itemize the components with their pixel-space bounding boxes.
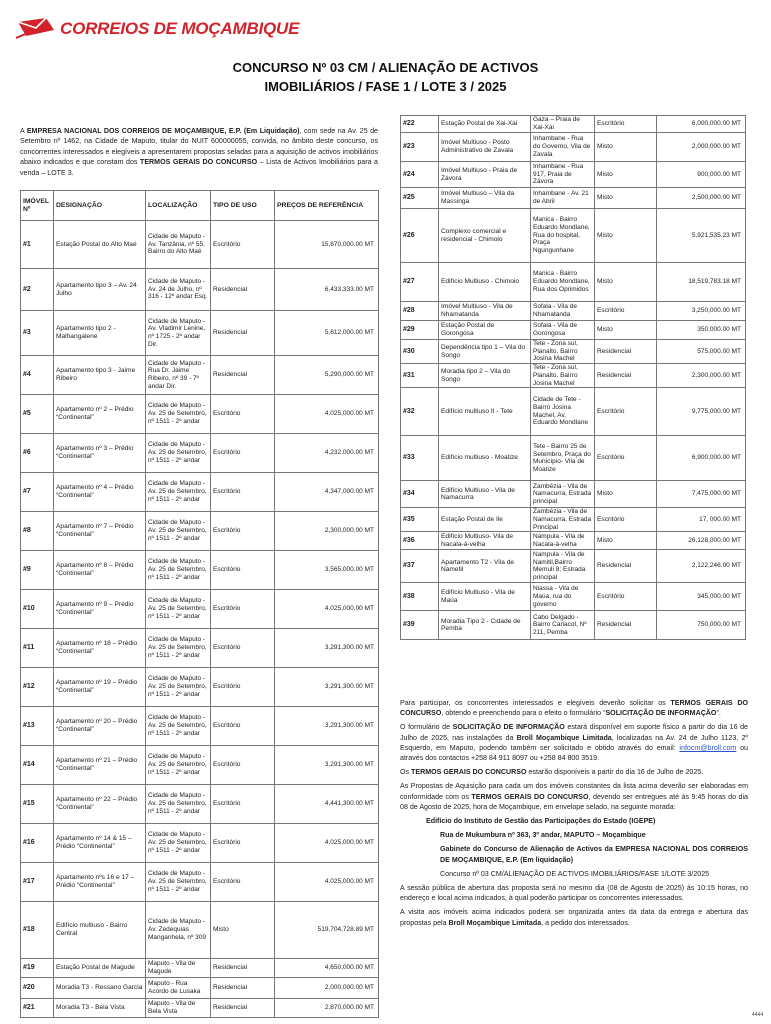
asset-designation: Edifício multiuso - Moatize xyxy=(439,436,531,481)
asset-designation: Apartamento nº 4 – Prédio “Continental” xyxy=(54,473,146,512)
asset-price: 4,441,300.00 MT xyxy=(275,785,379,824)
table-row xyxy=(21,629,379,668)
asset-use-type: Escritório xyxy=(595,116,657,133)
table-row xyxy=(21,269,379,311)
asset-price: 26,128,000.00 MT xyxy=(657,532,746,550)
table-row xyxy=(21,978,379,999)
asset-location: Cidade de Maputo - Rua Dr. Jaime Ribeiro, nº 39 - 7º andar Dir. xyxy=(146,356,211,395)
asset-use-type: Escritório xyxy=(211,785,275,824)
asset-use-type: Escritório xyxy=(211,473,275,512)
asset-designation: Dependência tipo 1 – Vila do Songo xyxy=(439,340,531,364)
table-row xyxy=(401,133,746,162)
asset-use-type: Residencial xyxy=(211,356,275,395)
table-row xyxy=(401,364,746,388)
asset-use-type: Escritório xyxy=(211,221,275,269)
asset-use-type: Residencial xyxy=(595,364,657,388)
table-row xyxy=(401,188,746,209)
submission-paragraph: As Propostas de Aquisição para cada um dos imóveis constantes da lista acima deverão ser elaboradas em conformidade com os TERMOS GERAIS DO CONCURSO, devendo ser entregues até às 9:45 horas do dia 08 de Agosto de 2025, hora de Moçambique, em envelope selado, na seguinte morada: xyxy=(400,782,748,811)
asset-designation: Apartamento nº 3 – Prédio “Continental” xyxy=(54,434,146,473)
asset-use-type: Escritório xyxy=(211,629,275,668)
asset-number: #34 xyxy=(401,481,439,508)
asset-number: #24 xyxy=(401,162,439,188)
table-row xyxy=(21,512,379,551)
asset-price: 7,475,000.00 MT xyxy=(657,481,746,508)
address-reference: Concurso nº 03 CM/ALIENAÇÃO DE ACTIVOS IMOBILIÁRIOS/FASE 1/LOTE 3/2025 xyxy=(440,869,710,878)
table-row xyxy=(401,550,746,583)
table-row xyxy=(401,508,746,532)
envelope-logo-icon xyxy=(16,16,56,42)
address-building: Edifício do Instituto de Gestão das Participações do Estado (IGEPE) xyxy=(426,817,656,826)
table-row xyxy=(401,263,746,302)
asset-use-type: Misto xyxy=(595,481,657,508)
asset-location: Tete - Zona sul, Planalto, Bairro Josina Machel xyxy=(531,340,595,364)
asset-use-type: Escritório xyxy=(211,668,275,707)
asset-location: Tete - Bairro 25 de Setembro, Praça do Município- Vila de Moatize xyxy=(531,436,595,481)
asset-price: 4,025,000.00 MT xyxy=(275,863,379,902)
asset-location: Tete - Zona sul, Planalto, Bairro Josina Machel xyxy=(531,364,595,388)
asset-designation: Edifício Multiuso - Vila de Namacurra xyxy=(439,481,531,508)
asset-designation: Apartamento nº 22 – Prédio “Continental” xyxy=(54,785,146,824)
asset-price: 15,870,000.00 MT xyxy=(275,221,379,269)
header-location: LOCALIZAÇÃO xyxy=(146,191,211,221)
asset-price: 3,291,300.00 MT xyxy=(275,746,379,785)
header-num: IMÓVEL Nº xyxy=(21,191,54,221)
asset-designation: Edifício multiuso - Bairro Central xyxy=(54,902,146,959)
asset-location: Cidade de Maputo - Av. 25 de Setembro, nº 1511 - 2º andar xyxy=(146,473,211,512)
visit-paragraph: A visita aos imóveis acima indicados poderá ser organizada antes da data da entrega e abertura das propostas pela Broll Moçambique Limitada, a pedido dos interessados. xyxy=(400,908,748,927)
asset-number: #7 xyxy=(21,473,54,512)
asset-use-type: Misto xyxy=(595,162,657,188)
table-row xyxy=(401,436,746,481)
assets-table-left xyxy=(20,190,379,1018)
asset-number: #29 xyxy=(401,321,439,340)
email-link[interactable]: infocm@broll.com xyxy=(679,743,737,752)
asset-location: Cidade de Maputo - Av. 25 de Setembro, nº 1511 - 2º andar xyxy=(146,512,211,551)
table-row xyxy=(401,302,746,321)
asset-use-type: Misto xyxy=(595,188,657,209)
asset-number: #8 xyxy=(21,512,54,551)
asset-number: #11 xyxy=(21,629,54,668)
logo xyxy=(16,14,299,44)
table-row xyxy=(21,902,379,959)
asset-use-type: Escritório xyxy=(211,824,275,863)
table-row xyxy=(401,611,746,640)
asset-price: 2,500,000.00 MT xyxy=(657,188,746,209)
asset-use-type: Misto xyxy=(595,209,657,263)
logo-text: CORREIOS DE MOÇAMBIQUE xyxy=(60,19,300,38)
table-row xyxy=(401,583,746,611)
asset-use-type: Escritório xyxy=(211,512,275,551)
asset-use-type: Escritório xyxy=(211,863,275,902)
table-row xyxy=(21,999,379,1018)
asset-designation: Edifício Multiuso- Vila de Nacala-à-velha xyxy=(439,532,531,550)
asset-designation: Apartamento T2 - Vila de Nametil xyxy=(439,550,531,583)
asset-price: 3,291,300.00 MT xyxy=(275,707,379,746)
asset-use-type: Escritório xyxy=(211,395,275,434)
asset-location: Cidade de Maputo - Av. 24 de Julho, nº 316 - 12º andar Esq. xyxy=(146,269,211,311)
asset-number: #32 xyxy=(401,388,439,436)
table-row xyxy=(21,311,379,356)
table-row xyxy=(401,116,746,133)
asset-use-type: Residencial xyxy=(211,959,275,978)
asset-location: Cidade de Maputo - Av. 25 de Setembro, nº 1511 - 2º andar xyxy=(146,590,211,629)
asset-number: #21 xyxy=(21,999,54,1018)
table-row xyxy=(21,824,379,863)
asset-price: 2,122,246.00 MT xyxy=(657,550,746,583)
asset-location: Cidade de Maputo - Av. 25 de Setembro, nº 1511 - 2º andar xyxy=(146,395,211,434)
asset-location: Cidade de Maputo - Av. Zedequias Manganhela, nº 309 xyxy=(146,902,211,959)
asset-location: Cidade de Maputo - Av. 25 de Setembro, nº 1511 - 2º andar xyxy=(146,629,211,668)
header-designation: DESIGNAÇÃO xyxy=(54,191,146,221)
asset-use-type: Escritório xyxy=(595,508,657,532)
asset-location: Cabo Delgado - Bairro Cariacol, Nº 211, Pemba xyxy=(531,611,595,640)
table-row xyxy=(21,746,379,785)
asset-number: #15 xyxy=(21,785,54,824)
asset-designation: Apartamento nº 8 – Prédio “Continental” xyxy=(54,551,146,590)
asset-designation: Apartamento nº 18 – Prédio “Continental” xyxy=(54,629,146,668)
asset-number: #39 xyxy=(401,611,439,640)
table-row xyxy=(401,321,746,340)
header-use: TIPO DE USO xyxy=(211,191,275,221)
asset-number: #18 xyxy=(21,902,54,959)
asset-use-type: Misto xyxy=(595,321,657,340)
asset-location: Cidade de Maputo - Av. 25 de Setembro, nº 1511 - 2º andar xyxy=(146,746,211,785)
asset-designation: Apartamento nº 9 – Prédio “Continental” xyxy=(54,590,146,629)
asset-designation: Apartamento nº 19 – Prédio “Continental” xyxy=(54,668,146,707)
asset-number: #23 xyxy=(401,133,439,162)
asset-use-type: Residencial xyxy=(595,550,657,583)
asset-designation: Estação Postal de Magude xyxy=(54,959,146,978)
asset-number: #20 xyxy=(21,978,54,999)
asset-number: #5 xyxy=(21,395,54,434)
asset-number: #3 xyxy=(21,311,54,356)
asset-price: 9,775,000.00 MT xyxy=(657,388,746,436)
table-header xyxy=(21,191,379,221)
asset-price: 575,000.00 MT xyxy=(657,340,746,364)
asset-designation: Apartamento nº 2 – Prédio “Continental” xyxy=(54,395,146,434)
asset-number: #36 xyxy=(401,532,439,550)
asset-number: #10 xyxy=(21,590,54,629)
table-row xyxy=(401,162,746,188)
asset-use-type: Residencial xyxy=(211,269,275,311)
table-row xyxy=(21,473,379,512)
asset-number: #26 xyxy=(401,209,439,263)
asset-location: Cidade de Maputo - Av. 25 de Setembro, nº 1511 - 2º andar xyxy=(146,707,211,746)
asset-number: #6 xyxy=(21,434,54,473)
asset-use-type: Escritório xyxy=(595,583,657,611)
asset-number: #19 xyxy=(21,959,54,978)
asset-price: 18,519,783.18 MT xyxy=(657,263,746,302)
table-row xyxy=(21,551,379,590)
asset-price: 3,565,000.00 MT xyxy=(275,551,379,590)
table-row xyxy=(21,221,379,269)
asset-number: #12 xyxy=(21,668,54,707)
intro-paragraph: A EMPRESA NACIONAL DOS CORREIOS DE MOÇAMBIQUE, E.P. (Em Liquidação), com sede na Av. 25 de Setembro nº 1462, na Cidade de Maputo, titular do NUIT 600000055, convida, no âmbito deste concurso, os concorrentes interessados e elegíveis a apresentarem propostas seladas para a aquisição de activos imobiliários abaixo indicados e que constam dos TERMOS GERAIS DO CONCURSO – Lista de Activos Imobiliários para a venda – LOTE 3. xyxy=(20,127,379,177)
table-row xyxy=(21,356,379,395)
asset-designation: Moradia T3 - Bela Vista xyxy=(54,999,146,1018)
asset-number: #16 xyxy=(21,824,54,863)
table-row xyxy=(401,209,746,263)
asset-use-type: Escritório xyxy=(211,590,275,629)
asset-designation: Edifício Multiuso - Chimoio xyxy=(439,263,531,302)
asset-use-type: Misto xyxy=(595,133,657,162)
asset-price: 345,000.00 MT xyxy=(657,583,746,611)
asset-price: 6,433,333.00 MT xyxy=(275,269,379,311)
asset-location: Cidade de Maputo - Av. 25 de Setembro, nº 1511 - 2º andar xyxy=(146,434,211,473)
asset-number: #17 xyxy=(21,863,54,902)
asset-designation: Apartamento tipo 3 – Av. 24 Julho xyxy=(54,269,146,311)
opening-session-paragraph: A sessão pública de abertura das proposta será no mesmo dia (08 de Agosto de 2025) às 10:15 horas, no endereço e local acima indicados, à qual poderão participar os concorrentes interessados. xyxy=(400,884,748,903)
asset-designation: Complexo comercial e residencial - Chimoio xyxy=(439,209,531,263)
asset-number: #28 xyxy=(401,302,439,321)
table-row xyxy=(401,481,746,508)
asset-price: 750,000.00 MT xyxy=(657,611,746,640)
asset-number: #31 xyxy=(401,364,439,388)
table-row xyxy=(401,340,746,364)
asset-designation: Estação Postal de Gorongosa xyxy=(439,321,531,340)
instructions-text xyxy=(400,698,748,932)
asset-location: Cidade de Maputo - Av. 25 de Setembro, nº 1511 - 2º andar xyxy=(146,551,211,590)
asset-designation: Apartamento nº 14 & 15 – Prédio “Continental” xyxy=(54,824,146,863)
asset-number: #37 xyxy=(401,550,439,583)
asset-designation: Apartamento nº 20 – Prédio “Continental” xyxy=(54,707,146,746)
asset-designation: Apartamento nºs 16 e 17 – Prédio “Continental” xyxy=(54,863,146,902)
asset-designation: Imóvel Multiuso – Vila da Massinga xyxy=(439,188,531,209)
header-price: PREÇOS DE REFERÊNCIA xyxy=(275,191,379,221)
asset-use-type: Escritório xyxy=(211,551,275,590)
asset-price: 5,921,535.23 MT xyxy=(657,209,746,263)
asset-location: Manica - Bairro Eduardo Mondlane, Rua do hospital, Praça Ngungunhane xyxy=(531,209,595,263)
asset-use-type: Escritório xyxy=(211,434,275,473)
address-office: Gabinete do Concurso de Alienação de Activos da EMPRESA NACIONAL DOS CORREIOS DE MOÇAMBIQUE, E.P. (Em liquidação) xyxy=(440,845,748,864)
table-row xyxy=(21,959,379,978)
instructions-paragraph: Para participar, os concorrentes interessados e elegíveis deverão solicitar os TERMOS GERAIS DO CONCURSO, obtendo e preenchendo para o efeito o formulário “SOLICITAÇÃO DE INFORMAÇÃO”. xyxy=(400,699,748,718)
asset-use-type: Residencial xyxy=(211,999,275,1018)
asset-price: 2,300,000.00 MT xyxy=(275,512,379,551)
asset-price: 17, 000.00 MT xyxy=(657,508,746,532)
asset-use-type: Escritório xyxy=(595,436,657,481)
asset-designation: Edifício Multiuso - Vila de Maúa xyxy=(439,583,531,611)
asset-designation: Imóvel Multiuso - Vila de Nhamatanda xyxy=(439,302,531,321)
asset-location: Sofala - Vila de Gorongosa xyxy=(531,321,595,340)
asset-price: 4,025,000.00 MT xyxy=(275,590,379,629)
asset-designation: Moradia Tipo 2 - Cidade de Pemba xyxy=(439,611,531,640)
asset-location: Cidade de Maputo - Av. 25 de Setembro, nº 1511 - 2º andar xyxy=(146,863,211,902)
asset-number: #4 xyxy=(21,356,54,395)
table-row xyxy=(21,395,379,434)
asset-designation: Estação Postal de Ile xyxy=(439,508,531,532)
asset-price: 4,232,000.00 MT xyxy=(275,434,379,473)
asset-price: 900,000.00 MT xyxy=(657,162,746,188)
asset-number: #13 xyxy=(21,707,54,746)
asset-location: Cidade de Tete - Bairro Josina Machel, Av. Eduardo Mondlane xyxy=(531,388,595,436)
asset-designation: Moradia T3 - Ressano Garcia xyxy=(54,978,146,999)
asset-number: #25 xyxy=(401,188,439,209)
asset-location: Nampula - Vila de Namitil,Bairro Memuli 8; Estrada principal xyxy=(531,550,595,583)
asset-number: #14 xyxy=(21,746,54,785)
asset-designation: Apartamento tipo 3 - Jaime Ribeiro xyxy=(54,356,146,395)
asset-location: Maputo - Vila de Magude xyxy=(146,959,211,978)
table-row xyxy=(21,590,379,629)
asset-number: #22 xyxy=(401,116,439,133)
asset-price: 4,025,000.00 MT xyxy=(275,824,379,863)
asset-price: 2,300,000.00 MT xyxy=(657,364,746,388)
asset-number: #27 xyxy=(401,263,439,302)
asset-use-type: Escritório xyxy=(211,707,275,746)
asset-designation: Imóvel Multiuso - Praia de Závora xyxy=(439,162,531,188)
asset-price: 2,000,000.00 MT xyxy=(275,978,379,999)
table-row xyxy=(21,668,379,707)
asset-price: 2,870,000.00 MT xyxy=(275,999,379,1018)
address-street: Rua de Mukumbura nº 363, 3º andar, MAPUTO – Moçambique xyxy=(440,831,646,840)
asset-use-type: Escritório xyxy=(595,388,657,436)
asset-designation: Imóvel Multiuso - Posto Administrativo de Zavala xyxy=(439,133,531,162)
asset-number: #30 xyxy=(401,340,439,364)
asset-location: Manica - Bairro Eduardo Mondlane, Rua dos Oprimidos xyxy=(531,263,595,302)
asset-location: Cidade de Maputo - Av. 25 de Setembro, nº 1511 - 2º andar xyxy=(146,668,211,707)
reference-code: 4444 xyxy=(751,1012,763,1018)
asset-location: Inhambane - Av. 21 de Abril xyxy=(531,188,595,209)
asset-location: Cidade de Maputo - Av. 25 de Setembro, nº 1511 - 2º andar xyxy=(146,785,211,824)
asset-price: 4,025,000.00 MT xyxy=(275,395,379,434)
asset-location: Niassa - Vila de Maúa, rua do governo xyxy=(531,583,595,611)
asset-price: 3,291,300.00 MT xyxy=(275,668,379,707)
asset-use-type: Escritório xyxy=(211,746,275,785)
asset-price: 6,900,000.00 MT xyxy=(657,436,746,481)
assets-table-right xyxy=(400,115,746,640)
asset-price: 519,704,728.89 MT xyxy=(275,902,379,959)
asset-location: Cidade de Maputo - Av. 25 de Setembro, nº 1511 - 2º andar xyxy=(146,824,211,863)
asset-number: #9 xyxy=(21,551,54,590)
asset-location: Maputo - Rua Acordo de Lusaka xyxy=(146,978,211,999)
asset-price: 6,000,000.00 MT xyxy=(657,116,746,133)
asset-location: Inhambane - Rua do Governo, Vila de Zavala xyxy=(531,133,595,162)
form-availability-paragraph: O formulário de SOLICITAÇÃO DE INFORMAÇÃO estará disponível em suporte físico a partir do dia 16 de Julho de 2025, nas instalações da Broll Moçambique Limitada, localizadas na Av. 24 de Julho 1123, 2º Esquerdo, em Maputo, podendo também ser solicitado e obtido através do email: infocm@broll.com ou através dos contactos +258 84 911 8097 ou +258 84 800 3519. xyxy=(400,723,749,763)
asset-designation: Apartamento nº 7 – Prédio “Continental” xyxy=(54,512,146,551)
table-row xyxy=(21,434,379,473)
asset-location: Sofala - Vila de Nhamatanda xyxy=(531,302,595,321)
asset-location: Zambézia - Vila de Namacurra, Estrada principal xyxy=(531,481,595,508)
asset-designation: Moradia tipo 2 – Vila do Songo xyxy=(439,364,531,388)
asset-use-type: Misto xyxy=(211,902,275,959)
asset-number: #1 xyxy=(21,221,54,269)
table-row xyxy=(21,863,379,902)
asset-use-type: Residencial xyxy=(595,340,657,364)
asset-use-type: Misto xyxy=(595,532,657,550)
asset-number: #33 xyxy=(401,436,439,481)
asset-designation: Estação Postal de Xai-Xai xyxy=(439,116,531,133)
table-row xyxy=(21,707,379,746)
asset-location: Maputo - Vila de Bela Vista xyxy=(146,999,211,1018)
terms-availability-paragraph: Os TERMOS GERAIS DO CONCURSO estarão disponíveis a partir do dia 16 de Julho de 2025. xyxy=(400,768,704,777)
asset-price: 2,000,000.00 MT xyxy=(657,133,746,162)
asset-location: Gaza – Praia de Xai-Xai xyxy=(531,116,595,133)
asset-price: 4,347,000.00 MT xyxy=(275,473,379,512)
asset-use-type: Residencial xyxy=(595,611,657,640)
asset-number: #35 xyxy=(401,508,439,532)
table-row xyxy=(21,785,379,824)
asset-number: #38 xyxy=(401,583,439,611)
asset-price: 4,650,000.00 MT xyxy=(275,959,379,978)
asset-location: Cidade de Maputo - Av. Vladimir Lenine, nº 1725 - 2º andar Dir. xyxy=(146,311,211,356)
asset-price: 350,000.00 MT xyxy=(657,321,746,340)
asset-price: 3,291,300.00 MT xyxy=(275,629,379,668)
table-row xyxy=(401,532,746,550)
asset-designation: Apartamento tipo 2 - Malhangalene xyxy=(54,311,146,356)
asset-location: Cidade de Maputo - Av. Tanzânia, nº 55, Bairro do Alto Maé xyxy=(146,221,211,269)
asset-use-type: Residencial xyxy=(211,311,275,356)
asset-location: Zambézia - Vila de Namacurra, Estrada Principal xyxy=(531,508,595,532)
asset-use-type: Residencial xyxy=(211,978,275,999)
asset-price: 3,250,000.00 MT xyxy=(657,302,746,321)
asset-designation: Estação Postal do Alto Maé xyxy=(54,221,146,269)
asset-use-type: Misto xyxy=(595,263,657,302)
asset-price: 5,290,000.00 MT xyxy=(275,356,379,395)
table-row xyxy=(401,388,746,436)
asset-price: 5,612,000.00 MT xyxy=(275,311,379,356)
asset-location: Inhambane - Rua 917, Praia de Závora xyxy=(531,162,595,188)
asset-designation: Edifício multiuso II - Tete xyxy=(439,388,531,436)
asset-number: #2 xyxy=(21,269,54,311)
page-title: CONCURSO Nº 03 CM / ALIENAÇÃO DE ACTIVOS IMOBILIÁRIOS / FASE 1 / LOTE 3 / 2025 xyxy=(232,60,539,94)
asset-use-type: Escritório xyxy=(595,302,657,321)
asset-designation: Apartamento nº 21 – Prédio “Continental” xyxy=(54,746,146,785)
asset-location: Nampula - Vila de Nacala-à-velha xyxy=(531,532,595,550)
